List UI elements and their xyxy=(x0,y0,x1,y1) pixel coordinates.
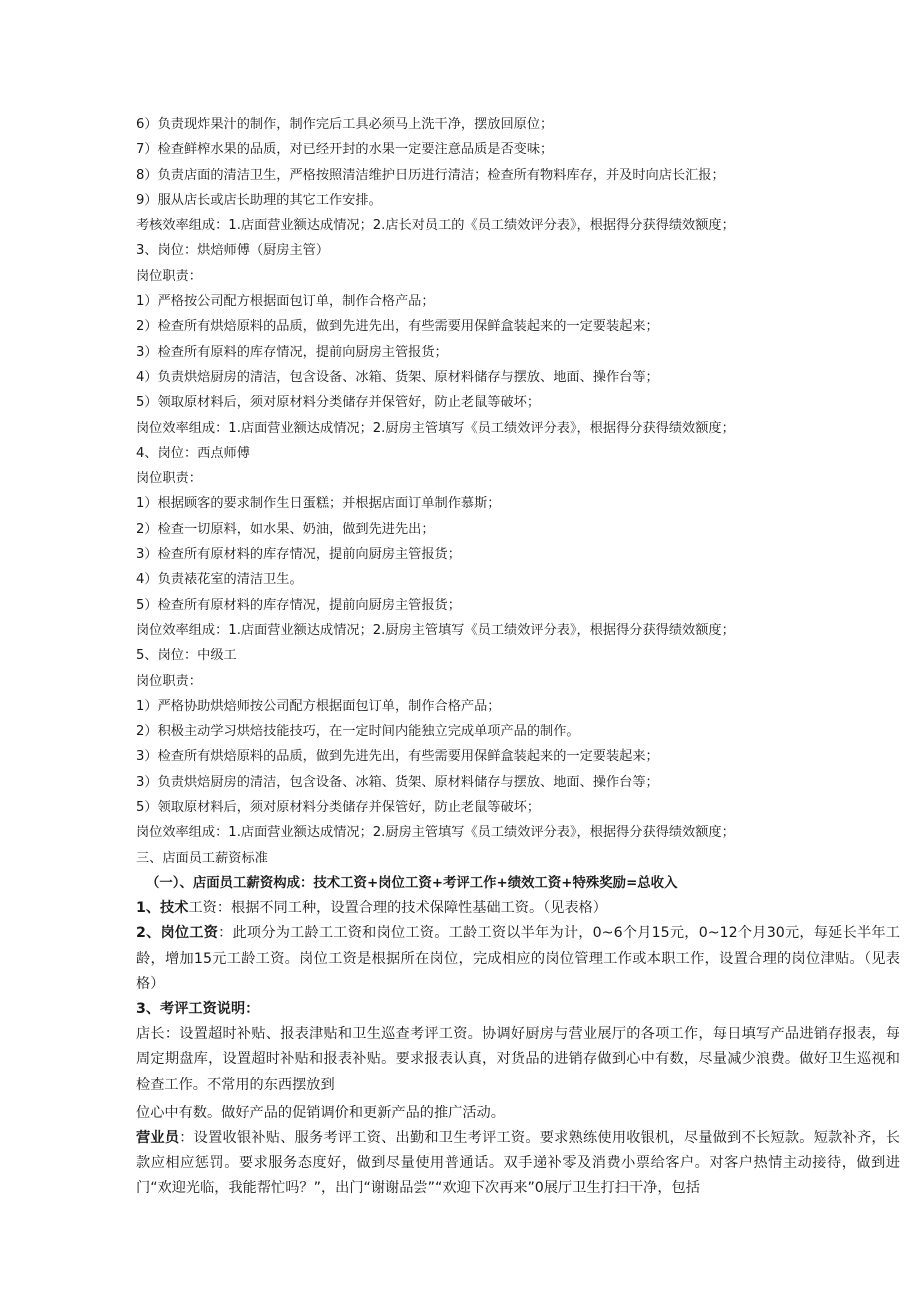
text-line: 岗位效率组成：1.店面营业额达成情况；2.厨房主管填写《员工绩效评分表》，根据得分获得绩效额度； xyxy=(136,420,735,436)
text-line: 三、店面员工薪资标准 xyxy=(136,850,268,866)
text-line: 2）检查所有烘焙原料的品质，做到先进先出，有些需要用保鲜盒装起来的一定要装起来； xyxy=(136,319,659,335)
text-line: 4、岗位：西点师傅 xyxy=(136,445,250,461)
text-line: 7）检查鲜榨水果的品质，对已经开封的水果一定要注意品质是否变味； xyxy=(136,142,554,158)
text-line: 3）检查所有原料的库存情况，提前向厨房主管报货； xyxy=(136,344,448,360)
sales-text: ：设置收银补贴、服务考评工资、出勤和卫生考评工资。要求熟练使用收银机，尽量做到不长短款。短款补齐，长款应相应惩罚。要求服务态度好，做到尽量使用普通话。双手递补零及消费小票给客户。对客户热情主动接待，做到进门“欢迎光临，我能帮忙吗？”，出门“谢谢品尝”“欢迎下次再来”0展厅卫生打扫干净，包括 xyxy=(136,1130,900,1197)
salary-composition-heading: （一）、店面员工薪资构成：技术工资+岗位工资+考评工作+绩效工资+特殊奖励=总收入 xyxy=(146,875,678,891)
item-evaluation-label: 3、考评工资说明： xyxy=(136,1001,260,1018)
manager-paragraph: 店长：设置超时补贴、报表津贴和卫生巡查考评工资。协调好厨房与营业展厅的各项工作，每日填写产品进销存报表，每周定期盘库，设置超时补贴和报表补贴。要求报表认真，对货品的进销存做到心中有数，尽量减少浪费。做好卫生巡视和检查工作。不常用的东西摆放到 xyxy=(136,1026,900,1093)
text-line: 5、岗位：中级工 xyxy=(136,648,237,664)
text-line: 3）检查所有烘焙原料的品质，做到先进先出，有些需要用保鲜盒装起来的一定要装起来； xyxy=(136,749,659,765)
text-line: 岗位效率组成：1.店面营业额达成情况；2.厨房主管填写《员工绩效评分表》，根据得分获得绩效额度； xyxy=(136,825,735,841)
item-post-wage xyxy=(136,921,900,997)
text-line: 6）负责现炸果汁的制作，制作完后工具必须马上洗干净，摆放回原位； xyxy=(136,117,554,132)
text-line: 2）检查一切原料，如水果、奶油，做到先进先出； xyxy=(136,521,435,537)
text-line: 5）领取原材料后，须对原材料分类储存并保管好，防止老鼠等破坏； xyxy=(136,800,541,816)
text-line: 2）积极主动学习烘焙技能技巧，在一定时间内能独立完成单项产品的制作。 xyxy=(136,724,580,740)
sales-label: 营业员 xyxy=(136,1130,180,1147)
text-line: 4）负责裱花室的清洁卫生。 xyxy=(136,572,303,588)
item-technical-label: 1、技术 xyxy=(136,900,189,917)
text-line: 岗位职责： xyxy=(136,268,202,284)
text-line: 3、岗位：烘焙师傅（厨房主管） xyxy=(136,243,330,259)
sales-paragraph xyxy=(136,1126,900,1202)
text-line: 岗位效率组成：1.店面营业额达成情况；2.厨房主管填写《员工绩效评分表》，根据得分获得绩效额度； xyxy=(136,622,735,638)
text-line: 岗位职责： xyxy=(136,471,202,487)
text-line: 1）严格协助烘焙师按公司配方根据面包订单，制作合格产品； xyxy=(136,698,501,714)
text-line: 考核效率组成：1.店面营业额达成情况；2.店长对员工的《员工绩效评分表》，根据得分获得绩效额度； xyxy=(136,218,735,234)
item-post-text: ：此项分为工龄工工资和岗位工资。工龄工资以半年为计，0~6个月15元，0~12个月30元，每延长半年工龄，增加15元工龄工资。岗位工资是根据所在岗位，完成相应的岗位管理工作或本职工作，设置合理的岗位津贴。（见表格） xyxy=(136,925,900,992)
item-technical-text: 工资：根据不同工种，设置合理的技术保障性基础工资。（见表格） xyxy=(188,900,607,917)
item-evaluation-wage xyxy=(136,997,900,1022)
duty-lines xyxy=(136,112,900,871)
text-line: 8）负责店面的清洁卫生，严格按照清洁维护日历进行清洁；检查所有物料库存，并及时向店长汇报； xyxy=(136,167,725,183)
text-line: 3）负责烘焙厨房的清洁，包含设备、冰箱、货架、原材料储存与摆放、地面、操作台等； xyxy=(136,774,659,790)
text-line: 4）负责烘焙厨房的清洁，包含设备、冰箱、货架、原材料储存与摆放、地面、操作台等； xyxy=(136,369,659,385)
text-line: 1）严格按公司配方根据面包订单，制作合格产品； xyxy=(136,294,435,310)
text-line: 1）根据顾客的要求制作生日蛋糕；并根据店面订单制作慕斯； xyxy=(136,496,501,512)
text-line: 3）检查所有原材料的库存情况，提前向厨房主管报货； xyxy=(136,547,461,563)
document-page xyxy=(136,112,900,1202)
text-line: 9）服从店长或店长助理的其它工作安排。 xyxy=(136,192,382,208)
item-post-label: 2、岗位工资 xyxy=(136,925,219,942)
text-line: 5）领取原材料后，须对原材料分类储存并保管好，防止老鼠等破坏； xyxy=(136,395,541,411)
text-line: 5）检查所有原材料的库存情况，提前向厨房主管报货； xyxy=(136,597,461,613)
manager-continuation: 位心中有数。做好产品的促销调价和更新产品的推广活动。 xyxy=(136,1104,505,1121)
item-technical-wage xyxy=(136,896,900,921)
text-line: 岗位职责： xyxy=(136,673,202,689)
